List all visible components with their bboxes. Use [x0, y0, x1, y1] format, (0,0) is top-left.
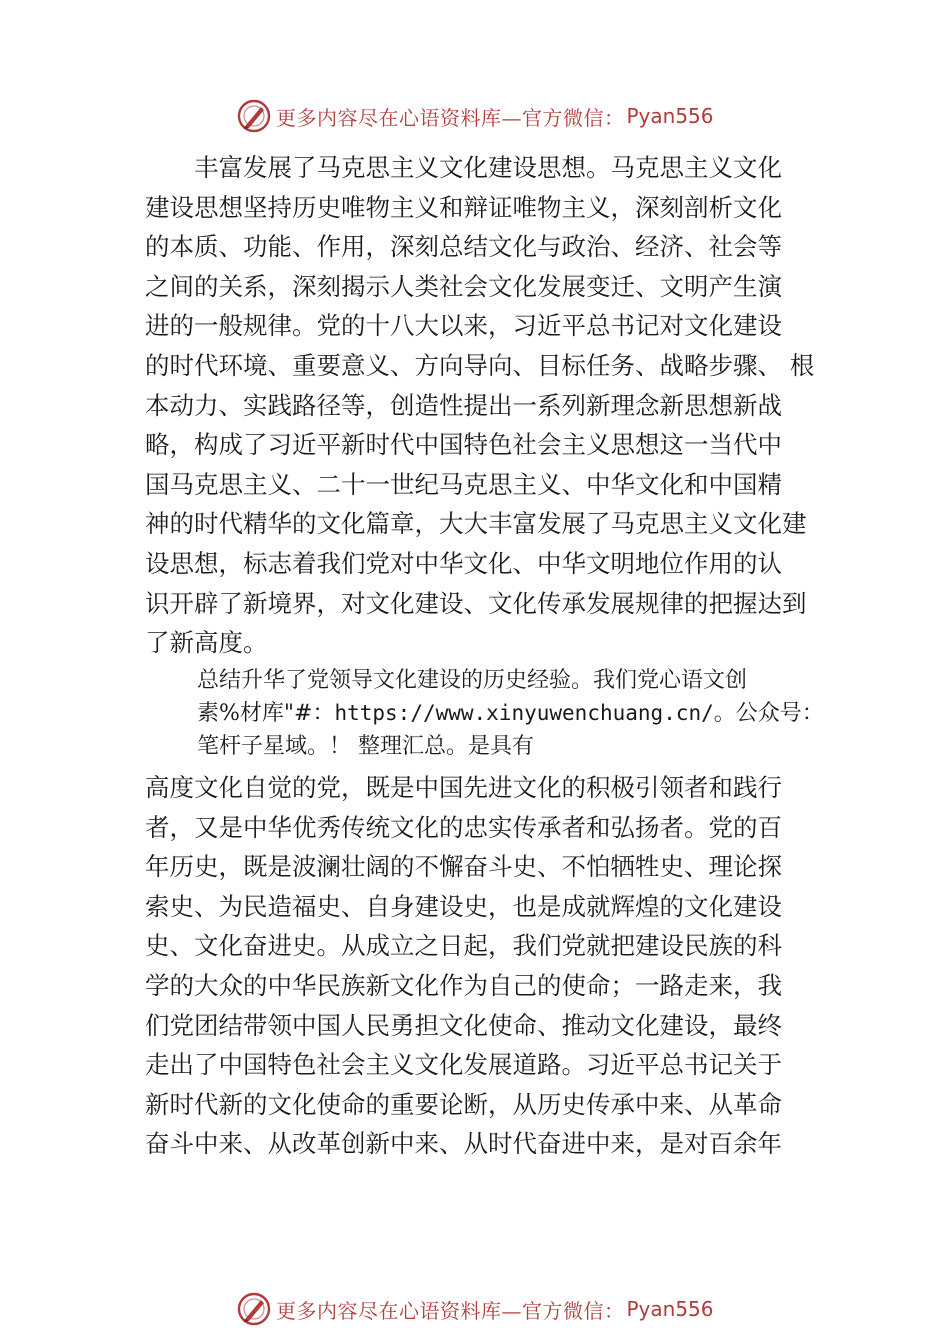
- text-line: 的时代环境、重要意义、方向导向、目标任务、战略步骤、 根: [145, 350, 815, 380]
- text-line: 建设思想坚持历史唯物主义和辩证唯物主义，深刻剖析文化: [145, 192, 782, 222]
- text-line: 的本质、功能、作用，深刻总结文化与政治、经济、社会等: [145, 232, 782, 262]
- logo-icon: [236, 98, 272, 134]
- text-line: 之间的关系，深刻揭示人类社会文化发展变迁、文明产生演: [145, 271, 782, 301]
- text-line: 史、文化奋进史。从成立之日起，我们党就把建设民族的科: [145, 931, 782, 961]
- text-line: 总结升华了党领导文化建设的历史经验。我们党心语文创: [197, 668, 748, 693]
- text-line: 进的一般规律。党的十八大以来，习近平总书记对文化建设: [145, 311, 782, 341]
- wechat-id: Pyan556: [626, 1297, 714, 1321]
- text-line: 设思想，标志着我们党对中华文化、中华文明地位作用的认: [145, 548, 782, 578]
- paragraph-2: [197, 664, 857, 763]
- wechat-id: Pyan556: [626, 104, 714, 128]
- text-line: 神的时代精华的文化篇章，大大丰富发展了马克思主义文化建: [145, 509, 807, 539]
- text-line: 识开辟了新境界，对文化建设、文化传承发展规律的把握达到: [145, 588, 807, 618]
- text-line: 丰富发展了马克思主义文化建设思想。马克思主义文化: [145, 153, 782, 182]
- text-line: 者，又是中华优秀传统文化的忠实传承者和弘扬者。党的百: [145, 812, 782, 842]
- text-fragment: 。公众号：: [713, 701, 824, 726]
- text-line: 新时代新的文化使命的重要论断，从历史传承中来、从革命: [145, 1089, 782, 1119]
- text-line: 国马克思主义、二十一世纪马克思主义、中华文化和中国精: [145, 469, 782, 499]
- text-line: 略，构成了习近平新时代中国特色社会主义思想这一当代中: [145, 430, 782, 460]
- text-line: 学的大众的中华民族新文化作为自己的使命；一路走来，我: [145, 970, 782, 1000]
- text-line: 走出了中国特色社会主义文化发展道路。习近平总书记关于: [145, 1050, 782, 1080]
- text-line: [197, 697, 857, 730]
- header-banner: [236, 96, 714, 136]
- banner-text: 更多内容尽在心语资料库—官方微信：: [276, 105, 625, 130]
- paragraph-1: [145, 148, 845, 663]
- text-line: 笔杆子星域。！ 整理汇总。是具有: [197, 734, 534, 759]
- text-line: 年历史，既是波澜壮阔的不懈奋斗史、不怕牺牲史、理论探: [145, 852, 782, 882]
- text-line: 本动力、实践路径等，创造性提出一系列新理念新思想新战: [145, 390, 782, 420]
- paragraph-3: [145, 768, 845, 1164]
- text-line: 奋斗中来、从改革创新中来、从时代奋进中来，是对百余年: [145, 1129, 782, 1159]
- source-url: https://www.xinyuwenchuang.cn/: [334, 701, 714, 725]
- text-line: 高度文化自觉的党，既是中国先进文化的积极引领者和践行: [145, 773, 782, 802]
- text-line: 了新高度。: [145, 628, 268, 658]
- text-line: 们党团结带领中国人民勇担文化使命、推动文化建设，最终: [145, 1010, 782, 1040]
- text-line: 索史、为民造福史、自身建设史，也是成就辉煌的文化建设: [145, 891, 782, 921]
- text-fragment: 素%材库"#：: [197, 701, 335, 726]
- banner-text: 更多内容尽在心语资料库—官方微信：: [276, 1298, 625, 1323]
- logo-icon: [236, 1291, 272, 1327]
- footer-banner: [236, 1289, 714, 1329]
